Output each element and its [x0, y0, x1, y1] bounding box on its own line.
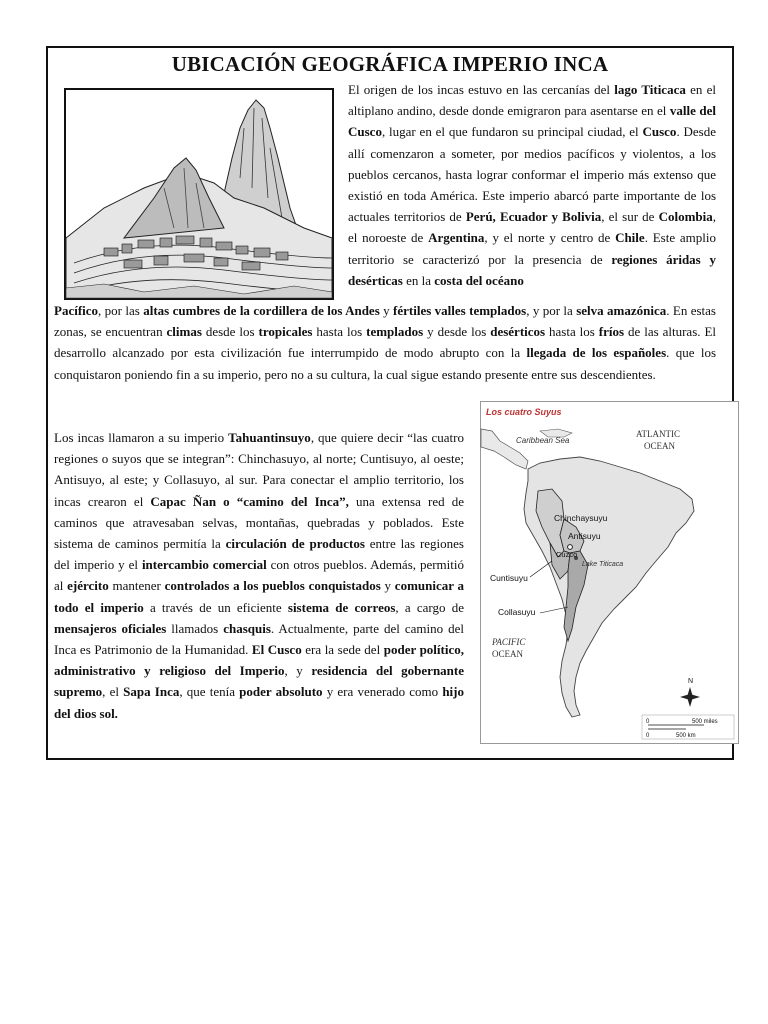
p1-segment: lago Titicaca [614, 82, 686, 97]
scale-km: 500 km [676, 733, 696, 739]
p2-segment: desérticos [490, 324, 546, 340]
p1-segment: . Desde allí comenzaron a someter, por medios pacíficos y violentos, a los pueblos cercanos, hasta lograr conformar el imperio más extenso que existió en toda América. Este imperio abarcó parte importante de los actuales territorios de [348, 124, 716, 225]
p3-segment: , y [284, 663, 312, 679]
intro-paragraph [348, 79, 716, 289]
p2-segment: climas [166, 324, 202, 340]
pacific-label-1: PACIFIC [492, 637, 526, 647]
p3-segment: comunicar a todo el imperio [54, 578, 465, 615]
tahuantinsuyo-paragraph [54, 427, 464, 724]
p2-segment: desde los [201, 324, 259, 340]
p2-segment: . que los conquistaron poniendo fin a su imperio, pero no a su cultura, la cual sigue estando presente entre sus descendientes. [54, 345, 717, 382]
p3-segment: llamados [166, 620, 224, 636]
map-title: Los cuatro Suyus [486, 407, 562, 417]
p3-segment: con otros pueblos. Además, permitió al [54, 557, 464, 594]
p3-segment: y [380, 578, 395, 594]
scale-zero-miles: 0 [646, 719, 650, 725]
pacific-label-2: OCEAN [492, 649, 523, 659]
p2-segment: , y por la [526, 303, 577, 318]
antisuyu-label: Antisuyu [568, 531, 601, 541]
p1-segment: en la [402, 272, 435, 288]
p1-segment: Argentina [428, 230, 485, 246]
p3-segment: circulación de productos [225, 536, 365, 552]
p3-segment: mantener [108, 578, 165, 594]
atlantic-label-2: OCEAN [644, 441, 675, 451]
p3-segment: poder absoluto [239, 684, 323, 700]
p2-segment: fríos [598, 324, 625, 340]
regions-paragraph [54, 300, 716, 385]
p3-segment: intercambio comercial [141, 557, 267, 573]
p3-segment: y era venerado como [322, 684, 443, 700]
p3-segment: ejército [67, 578, 109, 594]
p2-segment: llegada de los españoles [526, 345, 667, 361]
p1-segment: valle del Cusco [348, 103, 716, 140]
p1-segment: , el noroeste de [348, 209, 717, 246]
p3-segment: Capac Ñan o “camino del Inca”, [150, 493, 349, 509]
scale-miles: 500 miles [692, 719, 718, 725]
p1-segment: , lugar en el que fundaron su principal ciudad, el [381, 124, 643, 140]
caribbean-label: Caribbean Sea [516, 436, 570, 445]
p3-segment: , que tenía [179, 684, 240, 700]
p3-segment: era la sede del [301, 642, 384, 658]
p1-segment: Chile [615, 230, 645, 246]
p1-segment: Perú, Ecuador y Bolivia [465, 209, 602, 225]
worksheet-frame [46, 46, 734, 760]
p1-segment: . Este amplio territorio se caracterizó por la presencia de [348, 230, 717, 267]
p1-segment: Colombia [658, 209, 713, 225]
p3-segment: hijo del dios sol. [54, 684, 464, 721]
p1-segment: en el altiplano andino, desde donde emigraron para asentarse en el [348, 82, 716, 119]
p3-segment: residencia del gobernante supremo [54, 663, 465, 700]
p3-segment: una extensa red de caminos que atravesaban selvas, montañas, quebradas y poblados. Este sistema de caminos permitía la [54, 493, 464, 552]
p3-segment: a través de un eficiente [143, 599, 288, 615]
p3-segment: Los incas llamaron a su imperio [54, 430, 229, 445]
p2-segment: . En estas zonas, se encuentran [54, 303, 716, 340]
cuzco-label: Cuzco [556, 550, 578, 559]
p3-segment: Tahuantinsuyo [228, 430, 311, 445]
p2-segment: , por las [98, 303, 144, 318]
p3-segment: , a cargo de [395, 599, 465, 615]
p2-segment: de las alturas. El desarrollo alcanzado por esta civilización fue interrumpido de modo abrupto con la [54, 324, 716, 361]
p2-segment: fértiles valles templados [393, 303, 527, 318]
atlantic-label-1: ATLANTIC [636, 429, 680, 439]
p2-segment: selva amazónica [576, 303, 667, 318]
p1-segment: , y el norte y centro de [484, 230, 616, 246]
p3-segment: chasquis [223, 620, 271, 636]
page-title: UBICACIÓN GEOGRÁFICA IMPERIO INCA [171, 52, 609, 76]
p1-segment: , el sur de [601, 209, 659, 225]
chinchaysuyu-label: Chinchaysuyu [554, 513, 608, 523]
p3-segment: Sapa Inca [123, 684, 180, 700]
scale-bar [642, 715, 734, 739]
p1-segment: El origen de los incas estuvo en las cercanías del [348, 82, 615, 97]
p2-segment: hasta los [312, 324, 367, 340]
p2-segment: hasta los [545, 324, 599, 340]
machu-picchu-illustration [64, 88, 334, 300]
collasuyu-label: Collasuyu [498, 607, 536, 617]
suyus-map [480, 401, 739, 744]
p1-segment: regiones áridas y desérticas [348, 251, 716, 288]
p3-segment: , el [102, 684, 124, 700]
p1-segment: Cusco [642, 124, 677, 140]
compass-north-label: N [688, 678, 694, 685]
p1-segment: costa del océano [434, 272, 524, 288]
p2-segment: tropicales [258, 324, 313, 340]
p3-segment: entre las regiones del imperio y el [54, 536, 464, 573]
p3-segment: poder político, administrativo y religioso del Imperio [54, 642, 464, 679]
p3-segment: controlados a los pueblos conquistados [164, 578, 381, 594]
p3-segment: sistema de correos [287, 599, 396, 615]
p3-segment: El Cusco [251, 642, 302, 658]
p3-segment: , que quiere decir “las cuatro regiones o suyos que se integran”: Chinchasuyo, al norte; Cuntisuyo, al oeste; Antisuyo, al este; y Collasuyo, al sur. Para conectar el amplio territorio, los incas crearon el [54, 430, 464, 509]
p2-segment: templados [366, 324, 424, 340]
titicaca-label: Lake Titicaca [582, 561, 624, 568]
p2-segment: altas cumbres de la cordillera de los Andes [143, 303, 380, 318]
p3-segment: . Actualmente, parte del camino del Inca es Patrimonio de la Humanidad. [54, 620, 464, 658]
p3-segment: mensajeros oficiales [54, 620, 167, 636]
scale-zero-km: 0 [646, 733, 650, 739]
cuntisuyu-label: Cuntisuyu [490, 573, 528, 583]
p2-segment: y [379, 303, 394, 318]
p2-segment: Pacífico [54, 303, 99, 318]
p2-segment: y desde los [423, 324, 491, 340]
